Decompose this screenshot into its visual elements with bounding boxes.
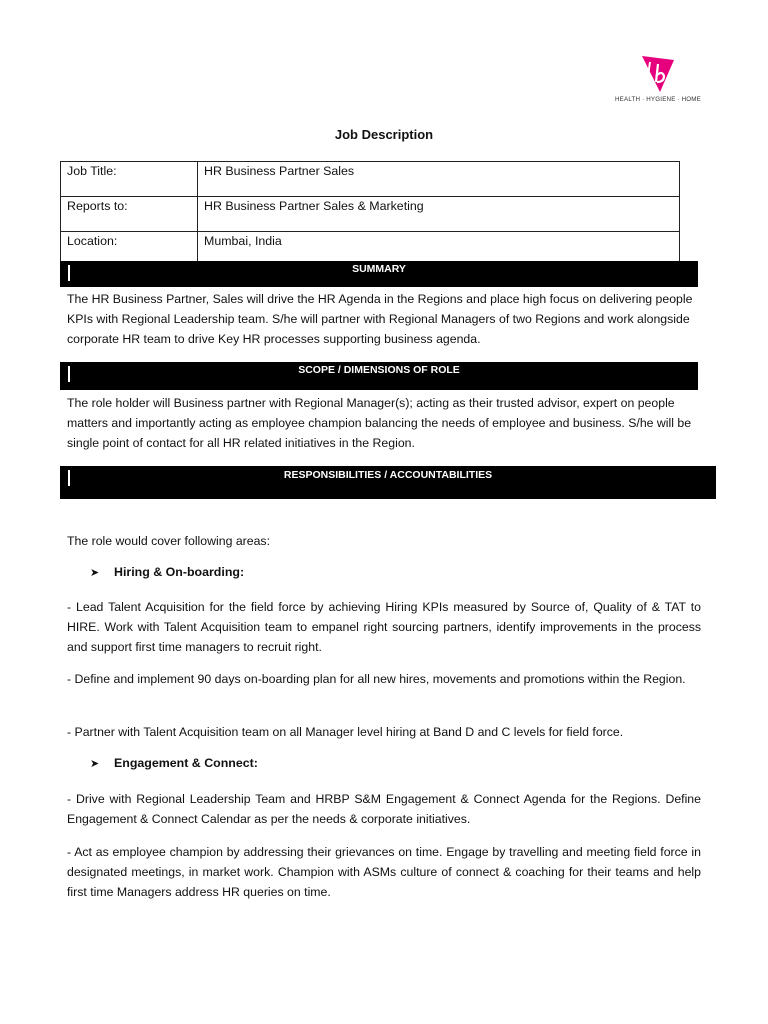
scope-heading: SCOPE / DIMENSIONS OF ROLE: [298, 364, 460, 376]
bar-marker: [68, 265, 70, 281]
job-title-label: Job Title:: [61, 162, 198, 197]
logo-tagline: HEALTH · HYGIENE · HOME: [615, 96, 701, 103]
summary-heading: SUMMARY: [352, 263, 406, 275]
engagement-heading: [90, 756, 258, 770]
bar-marker: [68, 366, 70, 382]
hiring-item: - Define and implement 90 days on-boarding plan for all new hires, movements and promotions within the Region.: [67, 672, 686, 686]
responsibilities-heading: RESPONSIBILITIES / ACCOUNTABILITIES: [283, 469, 493, 481]
job-title-value: HR Business Partner Sales: [198, 162, 680, 197]
table-row: [61, 197, 680, 232]
hiring-item: - Partner with Talent Acquisition team on all Manager level hiring at Band D and C levels for field force.: [67, 725, 624, 739]
reports-to-value: HR Business Partner Sales & Marketing: [198, 197, 680, 232]
reports-to-label: Reports to:: [61, 197, 198, 232]
arrow-bullet-icon: ➤: [90, 567, 100, 579]
table-row: [61, 162, 680, 197]
engagement-title: Engagement & Connect:: [114, 756, 258, 770]
engagement-item: - Drive with Regional Leadership Team and HRBP S&M Engagement & Connect Agenda for the Regions. Define Engagement & Connect Calendar as per the needs & corporate initiatives.: [67, 792, 701, 826]
arrow-bullet-icon: ➤: [90, 758, 100, 770]
logo-mark-icon: [612, 52, 704, 98]
company-logo: [612, 52, 704, 108]
location-label: Location:: [61, 232, 198, 267]
hiring-title: Hiring & On-boarding:: [114, 565, 245, 579]
responsibilities-intro: The role would cover following areas:: [67, 534, 271, 548]
hiring-heading: [90, 565, 244, 579]
document-title: Job Description: [334, 127, 434, 142]
summary-text: The HR Business Partner, Sales will drive the HR Agenda in the Regions and place high focus on delivering people KPIs with Regional Leadership team. S/he will partner with Regional Managers of two Regions and work alongside corporate HR team to drive Key HR processes supporting business agenda.: [67, 292, 693, 346]
scope-text: The role holder will Business partner with Regional Manager(s); acting as their trusted advisor, expert on people matters and importantly acting as employee champion balancing the needs of employee and business. S/he will be single point of contact for all HR related initiatives in the Region.: [67, 396, 692, 450]
bar-marker: [68, 470, 70, 486]
location-value: Mumbai, India: [198, 232, 680, 267]
summary-heading-bar: [60, 261, 698, 287]
job-info-table: [60, 161, 680, 267]
engagement-item: - Act as employee champion by addressing their grievances on time. Engage by travelling and meeting field force in designated meetings, in market work. Champion with ASMs culture of connect & coaching for their teams and help first time Managers address HR queries on time.: [67, 845, 701, 899]
responsibilities-heading-bar: [60, 466, 716, 499]
hiring-item: - Lead Talent Acquisition for the field force by achieving Hiring KPIs measured by Source of, Quality of & TAT to HIRE. Work with Talent Acquisition team to empanel right sourcing partners, identify improvements in the process and support first time managers to recruit right.: [67, 600, 701, 654]
scope-heading-bar: [60, 362, 698, 390]
